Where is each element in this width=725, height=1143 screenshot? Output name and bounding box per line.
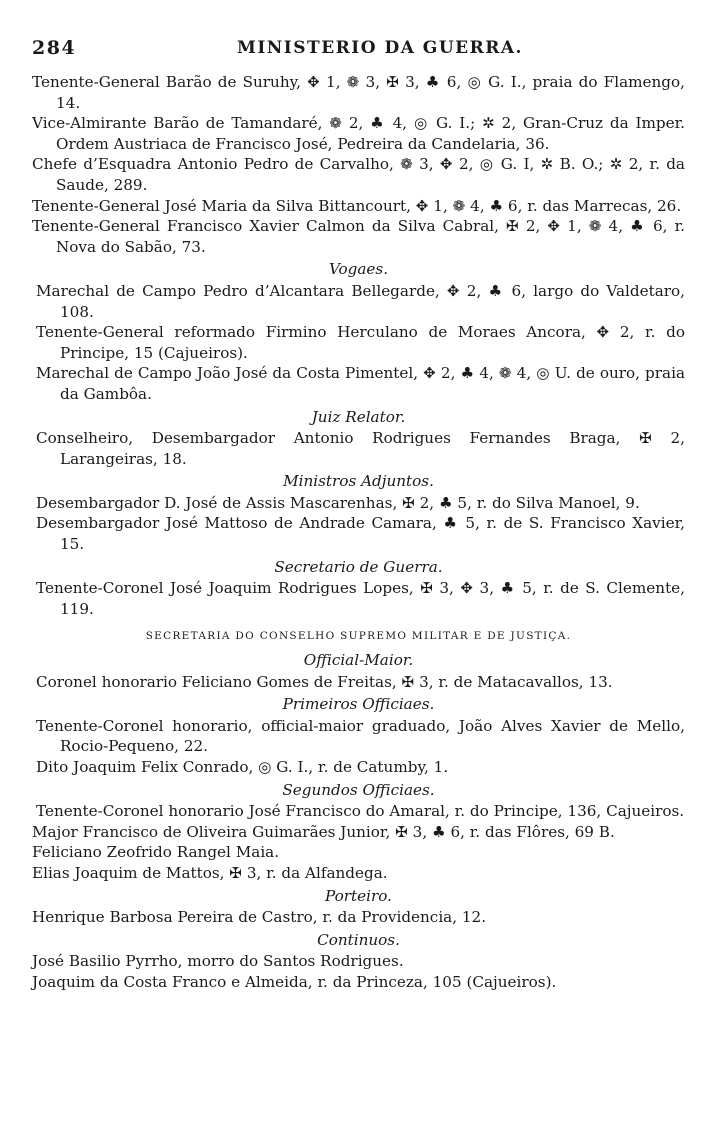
roster-entry: Tenente-Coronel José Joaquim Rodrigues Lopes, ✠ 3, ✥ 3, ♣ 5, r. de S. Clemente, 119. [36,579,685,618]
roster-entry: Tenente-General Barão de Suruhy, ✥ 1, ❁ 3, ✠ 3, ♣ 6, ◎ G. I., praia do Flamengo, 14. [32,73,685,112]
roster-entry: Chefe d’Esquadra Antonio Pedro de Carvalho, ❁ 3, ✥ 2, ◎ G. I, ✲ B. O.; ✲ 2, r. da Saude, 289. [32,155,685,194]
roster-entry: Vice-Almirante Barão de Tamandaré, ❁ 2, ♣ 4, ◎ G. I.; ✲ 2, Gran-Cruz da Imper. Ordem Austriaca de Francisco José, Pedreira da Candelaria, 36. [32,114,685,153]
roster-entry: Conselheiro, Desembargador Antonio Rodrigues Fernandes Braga, ✠ 2, Larangeiras, 18. [36,429,685,468]
section-heading: Secretario de Guerra. [274,557,443,576]
roster-entry: Marechal de Campo Pedro d’Alcantara Bellegarde, ✥ 2, ♣ 6, largo do Valdetaro, 108. [36,281,685,321]
roster-entry: Desembargador José Mattoso de Andrade Camara, ♣ 5, r. de S. Francisco Xavier, 15. [36,514,685,554]
roster-entry: Elias Joaquim de Mattos, ✠ 3, r. da Alfandega. [32,863,388,882]
section-heading: Continuos. [317,930,400,949]
roster-entry: José Basilio Pyrrho, morro do Santos Rodrigues. [32,952,404,971]
roster-entry: Tenente-Coronel honorario, official-maior graduado, João Alves Xavier de Mello, Rocio-Pequeno, 22. [36,716,685,756]
running-title: MINISTERIO DA GUERRA. [237,38,523,58]
section-heading: Vogaes. [328,260,389,279]
section-heading: Official-Maior. [303,651,414,670]
roster-entry: Desembargador D. José de Assis Mascarenhas, ✠ 2, ♣ 5, r. do Silva Manoel, 9. [36,493,640,512]
roster-entry: Dito Joaquim Felix Conrado, ◎ G. I., r. de Catumby, 1. [36,758,449,776]
section-heading: Primeiros Officiaes. [282,695,435,714]
section-heading: Porteiro. [325,886,392,905]
roster-entry: Tenente-General Francisco Xavier Calmon da Silva Cabral, ✠ 2, ✥ 1, ❁ 4, ♣ 6, r. Nova do Sabão, 73. [32,217,685,256]
page-number: 284 [32,37,77,59]
running-head [32,38,685,62]
roster-entry: Coronel honorario Feliciano Gomes de Freitas, ✠ 3, r. de Matacavallos, 13. [36,672,613,691]
roster-entry: Feliciano Zeofrido Rangel Maia. [32,843,280,862]
organization-heading: SECRETARIA DO CONSELHO SUPREMO MILITAR E DE JUSTIÇA. [145,630,572,643]
roster-entry: Tenente-Coronel honorario José Francisco do Amaral, r. do Principe, 136, Cajueiros. [36,802,685,821]
page-content [32,72,685,993]
roster-entry: Joaquim da Costa Franco e Almeida, r. da Princeza, 105 (Cajueiros). [32,972,557,991]
section-heading: Juiz Relator. [311,407,406,426]
roster-entry: Tenente-General reformado Firmino Herculano de Moraes Ancora, ✥ 2, r. do Principe, 15 (Cajueiros). [36,323,685,362]
roster-entry: Tenente-General José Maria da Silva Bittancourt, ✥ 1, ❁ 4, ♣ 6, r. das Marrecas, 26. [32,196,682,215]
roster-entry: Marechal de Campo João José da Costa Pimentel, ✥ 2, ♣ 4, ❁ 4, ◎ U. de ouro, praia da Gambôa. [36,364,685,403]
section-heading: Segundos Officiaes. [282,780,435,799]
roster-entry: Major Francisco de Oliveira Guimarães Junior, ✠ 3, ♣ 6, r. das Flôres, 69 B. [32,822,615,841]
roster-entry: Henrique Barbosa Pereira de Castro, r. da Providencia, 12. [32,908,487,927]
section-heading: Ministros Adjuntos. [283,472,434,491]
